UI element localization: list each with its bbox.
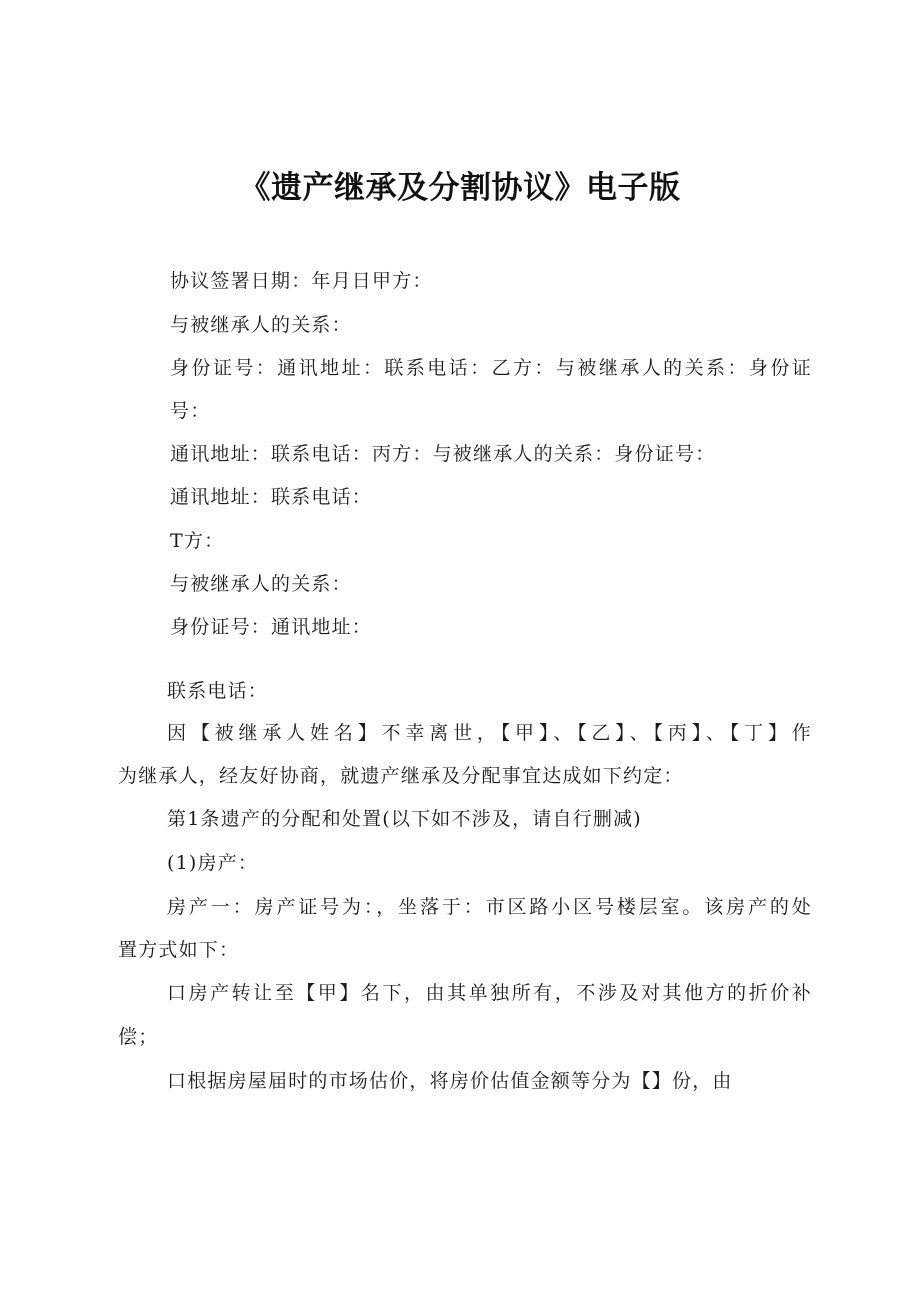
text-line-id-suffix: 号：	[170, 400, 211, 422]
paragraph-intro-line-2: 为继承人，经友好协商，就遗产继承及分配事宜达成如下约定：	[118, 765, 684, 787]
text-line-relation-d: 与被继承人的关系：	[170, 573, 352, 595]
paragraph-intro-line-1: 因【被继承人姓名】不幸离世，【甲】、【乙】、【丙】、【丁】作	[167, 722, 812, 744]
text-line-party-b: 身份证号：通讯地址：联系电话：乙方：与被继承人的关系：身份证	[170, 357, 812, 379]
document-title: 《遗产继承及分割协议》电子版	[239, 170, 681, 206]
property-one-line-1: 房产一：房产证号为：，坐落于：市区路小区号楼层室。该房产的处	[167, 896, 812, 918]
option-valuation-line-1: 口根据房屋届时的市场估价，将房价估值金额等分为【】份，由	[167, 1070, 733, 1092]
text-line-relation-a: 与被继承人的关系：	[170, 314, 352, 336]
article-1-heading: 第1条遗产的分配和处置(以下如不涉及，请自行删减)	[167, 808, 642, 830]
text-line-party-c: 通讯地址：联系电话：丙方：与被继承人的关系：身份证号：	[170, 443, 716, 465]
option-transfer-line-2: 偿；	[118, 1026, 159, 1048]
section-property-heading: (1)房产：	[167, 852, 259, 874]
text-line-signing-date: 协议签署日期：年月日甲方：	[170, 270, 433, 292]
text-line-phone-d: 联系电话：	[167, 680, 269, 702]
text-line-contact-c: 通讯地址：联系电话：	[170, 486, 373, 508]
property-one-line-2: 置方式如下：	[118, 939, 240, 961]
option-transfer-line-1: 口房产转让至【甲】名下，由其单独所有，不涉及对其他方的折价补	[167, 982, 812, 1004]
text-line-id-address-d: 身份证号：通讯地址：	[170, 616, 373, 638]
text-line-party-d: T方：	[170, 530, 225, 552]
